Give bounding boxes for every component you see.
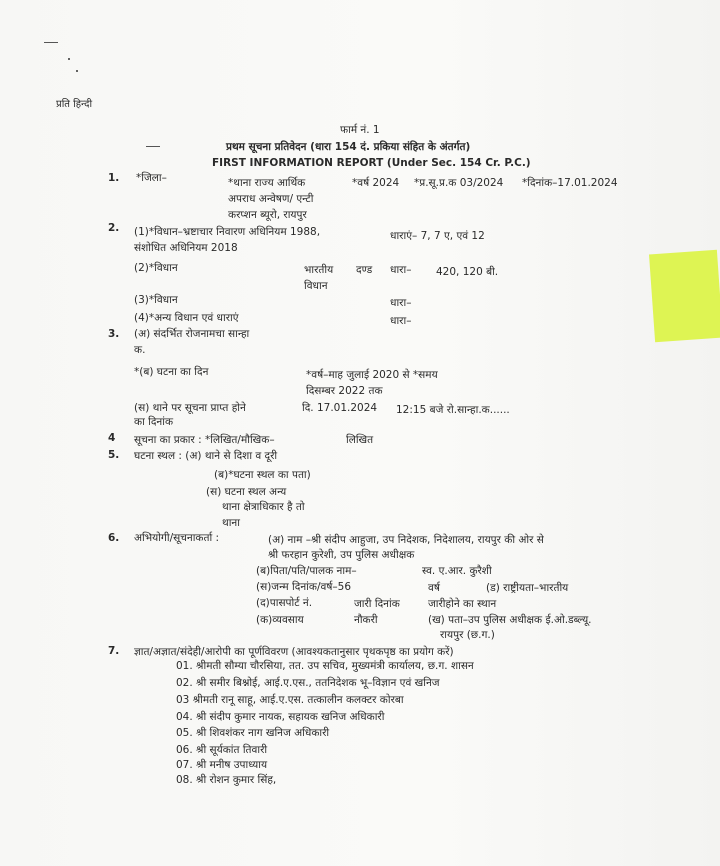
act-1: (1)*विधान–भ्रष्टाचार निवारण अधिनियम 1988, — [134, 226, 321, 238]
scan-speck — [68, 58, 70, 60]
act-1-sections: धाराएं– 7, 7 ए, एवं 12 — [390, 230, 485, 242]
act-2-sections: 420, 120 बी. — [436, 266, 499, 278]
address-line2: रायपुर (छ.ग.) — [440, 629, 495, 641]
act-4-label: (4)*अन्य विधान एवं धाराएं — [134, 312, 239, 324]
accused-details-label: ज्ञात/अज्ञात/संदेही/आरोपी का पूर्णविवरण (आवश्यकतानुसार पृथकपृष्ठ का प्रयोग करें) — [134, 646, 454, 658]
incident-period: *वर्ष–माह जुलाई 2020 से *समय — [306, 369, 438, 381]
occupation-value: नौकरी — [354, 614, 378, 626]
passport-issue-date: जारी दिनांक — [354, 598, 400, 610]
info-type-label: सूचना का प्रकार : *लिखित/मौखिक– — [134, 434, 275, 446]
father-name-label: (ब)पिता/पति/पालक नाम– — [256, 565, 357, 577]
accused-item: 06. श्री सूर्यकांत तिवारी — [176, 744, 268, 756]
other-jurisdiction-line3: थाना — [222, 517, 240, 529]
fir-date: *दिनांक–17.01.2024 — [522, 177, 618, 189]
info-received-date: दि. 17.01.2024 — [302, 402, 378, 414]
scan-mark — [146, 146, 160, 147]
act-1-line2: संशोधित अधिनियम 2018 — [134, 242, 238, 254]
scan-mark — [44, 42, 58, 43]
dob-unit: वर्ष — [428, 582, 440, 594]
other-jurisdiction-label: (स) घटना स्थल अन्य — [206, 486, 287, 498]
accused-item: 04. श्री संदीप कुमार नायक, सहायक खनिज अधिकारी — [176, 711, 385, 723]
address: (ख) पता–उप पुलिस अधीक्षक ई.ओ.डब्ल्यू. — [428, 614, 592, 626]
fir-year: *वर्ष 2024 — [352, 177, 400, 189]
section-7-number: 7. — [108, 645, 120, 657]
corner-note: प्रति हिन्दी — [56, 99, 93, 110]
police-station-line2: अपराध अन्वेषण/ एन्टी — [228, 193, 314, 205]
accused-item: 03 श्रीमती रानू साहू, आई.ए.एस. तत्कालीन कलक्टर कोरबा — [176, 694, 404, 706]
section-5-number: 5. — [108, 449, 120, 461]
incident-period-line2: दिसम्बर 2022 तक — [306, 385, 383, 397]
act-2-name-b: दण्ड — [356, 264, 373, 276]
section-1-number: 1. — [108, 172, 120, 184]
occupation-label: (क)व्यवसाय — [256, 614, 304, 626]
info-received-time: 12:15 बजे रो.सान्हा.क...... — [396, 404, 510, 416]
act-2-label: (2)*विधान — [134, 262, 178, 274]
passport-label: (द)पासपोर्ट नं. — [256, 597, 313, 609]
fir-number: *प्र.सू.प्र.क 03/2024 — [414, 177, 504, 189]
district-label: *जिला– — [136, 172, 167, 184]
scan-speck — [76, 70, 78, 72]
info-type-value: लिखित — [346, 434, 374, 446]
act-2-name: भारतीय — [304, 264, 334, 276]
title-hindi: प्रथम सूचना प्रतिवेदन (धारा 154 दं. प्रकिया संहित के अंतर्गत) — [226, 141, 471, 153]
accused-item: 08. श्री रोशन कुमार सिंह, — [176, 774, 277, 786]
act-3-section-label: धारा– — [390, 297, 412, 309]
incident-place-label: घटना स्थल : (अ) थाने से दिशा व दूरी — [134, 450, 278, 462]
father-name-value: स्व. ए.आर. कुरैशी — [422, 565, 492, 577]
title-english: FIRST INFORMATION REPORT (Under Sec. 154 Cr. P.C.) — [212, 157, 531, 169]
roznamcha-ref-line2: क. — [134, 344, 146, 356]
info-received-label: (स) थाने पर सूचना प्राप्त होने — [134, 402, 246, 414]
accused-item: 07. श्री मनीष उपाध्याय — [176, 759, 268, 771]
act-3-label: (3)*विधान — [134, 294, 178, 306]
form-number: फार्म नं. 1 — [340, 124, 380, 136]
incident-day-label: *(ब) घटना का दिन — [134, 366, 209, 378]
nationality: (ड) राष्ट्रीयता–भारतीय — [486, 582, 569, 594]
complainant-label: अभियोगी/सूचनाकर्ता : — [134, 532, 220, 544]
police-station: *थाना राज्य आर्थिक — [228, 177, 306, 189]
act-2-name-line2: विधान — [304, 280, 328, 292]
info-received-label-line2: का दिनांक — [134, 416, 174, 428]
section-3-number: 3. — [108, 328, 120, 340]
act-2-section-label: धारा– — [390, 264, 412, 276]
complainant-name: (अ) नाम –श्री संदीप आहुजा, उप निदेशक, निदेशालय, रायपुर की ओर से — [268, 534, 544, 546]
accused-item: 05. श्री शिवशंकर नाग खनिज अधिकारी — [176, 727, 330, 739]
accused-item: 01. श्रीमती सौम्या चौरसिया, तत. उप सचिव, मुख्यमंत्री कार्यालय, छ.ग. शासन — [176, 660, 474, 672]
other-jurisdiction-line2: थाना क्षेत्राधिकार है तो — [222, 501, 305, 513]
passport-issue-place: जारीहोने का स्थान — [428, 598, 497, 610]
police-station-line3: करप्शन ब्यूरो, रायपुर — [228, 209, 307, 221]
section-4-number: 4 — [108, 432, 116, 444]
section-2-number: 2. — [108, 222, 120, 234]
act-4-section-label: धारा– — [390, 315, 412, 327]
roznamcha-ref: (अ) संदर्भित रोजनामचा सान्हा — [134, 328, 250, 340]
incident-address-label: (ब)*घटना स्थल का पता) — [214, 469, 311, 481]
section-6-number: 6. — [108, 532, 120, 544]
complainant-name-line2: श्री फरहान कुरेशी, उप पुलिस अधीक्षक — [268, 549, 415, 561]
accused-item: 02. श्री समीर बिश्नोई, आई.ए.एस., ततनिदेशक भू–विज्ञान एवं खनिज — [176, 677, 440, 689]
dob-label: (स)जन्म दिनांक/वर्ष–56 — [256, 581, 351, 593]
highlighter-mark — [649, 250, 720, 343]
